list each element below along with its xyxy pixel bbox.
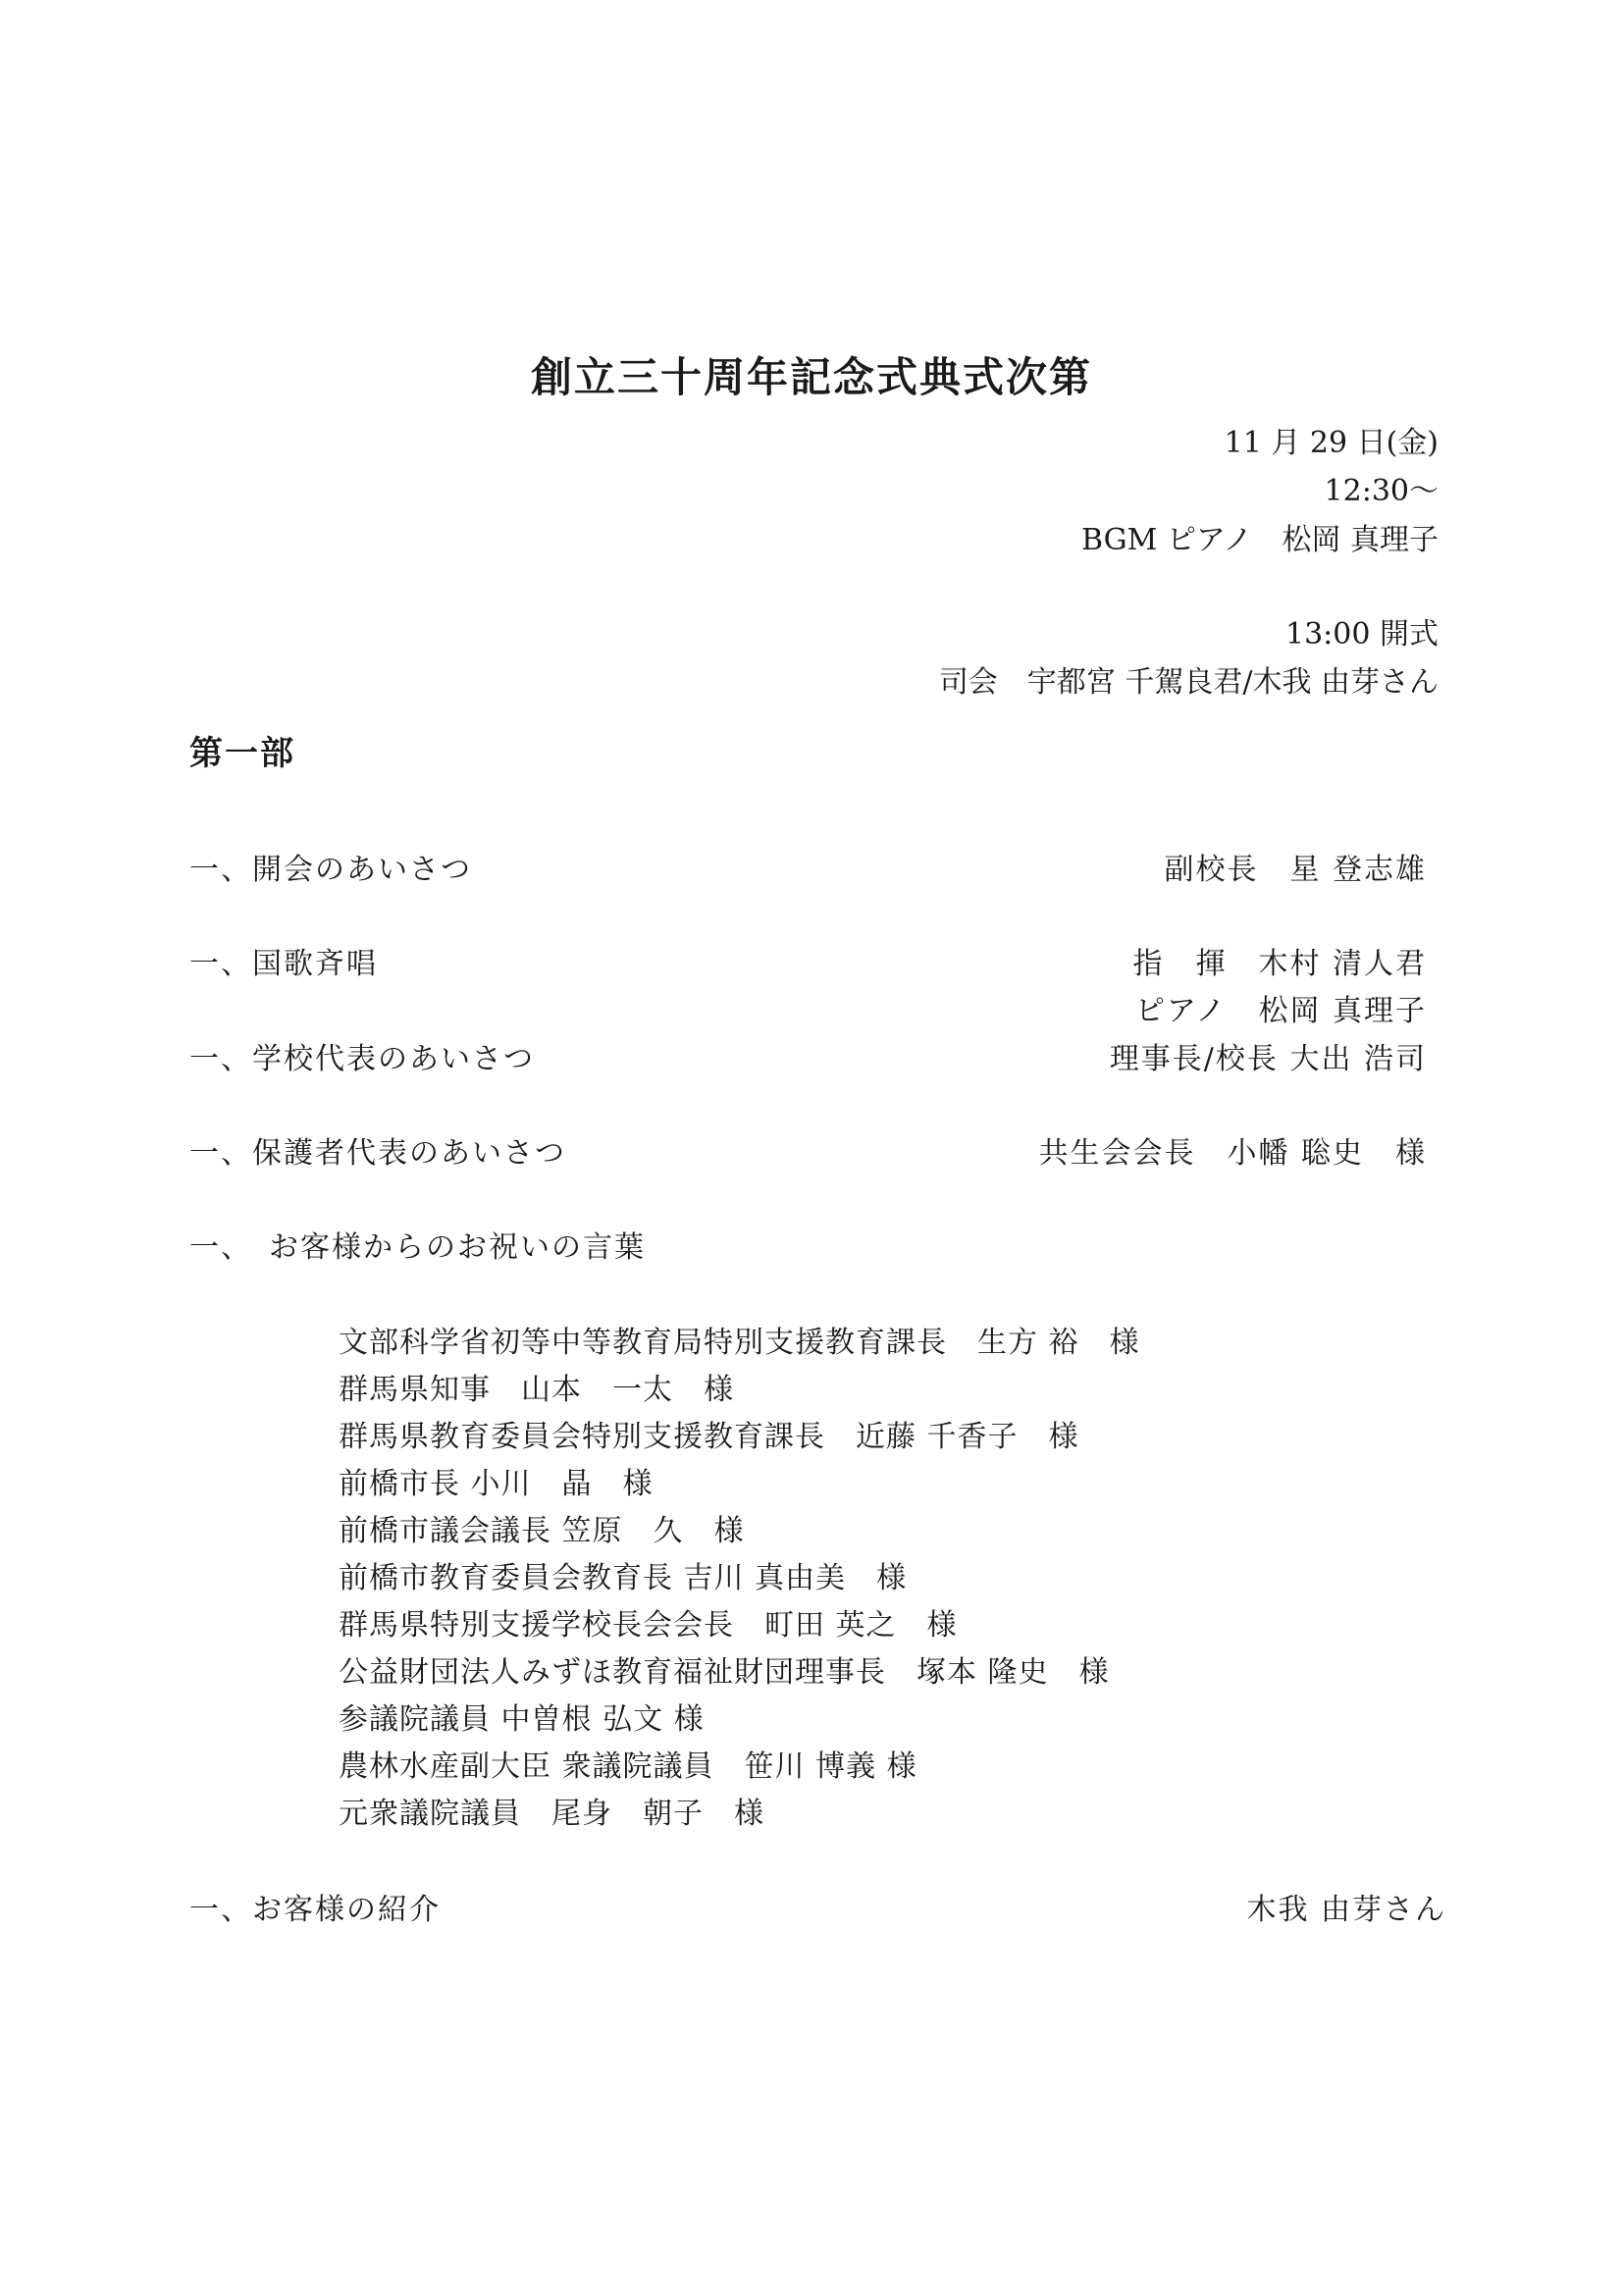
guest-list-item: 元衆議院議員 尾身 朝子 様	[339, 1797, 764, 1831]
opening-time: 13:00 開式	[1285, 617, 1439, 652]
program-item-opening-remarks-speaker: 副校長 星 登志雄	[1164, 853, 1427, 887]
program-item-guest-introduction-presenter: 木我 由芽さん	[1246, 1893, 1446, 1927]
master-of-ceremonies: 司会 宇都宮 千駕良君/木我 由芽さん	[938, 665, 1439, 700]
guest-list-item: 群馬県特別支援学校長会会長 町田 英之 様	[339, 1608, 958, 1643]
program-item-guardian-remarks-speaker: 共生会会長 小幡 聡史 様	[1038, 1136, 1427, 1171]
guest-list-item: 文部科学省初等中等教育局特別支援教育課長 生方 裕 様	[339, 1326, 1140, 1360]
guest-list-item: 公益財団法人みずほ教育福祉財団理事長 塚本 隆史 様	[339, 1655, 1110, 1690]
guest-list-item: 前橋市議会議長 笠原 久 様	[339, 1514, 745, 1548]
program-item-national-anthem-conductor: 指 揮 木村 清人君	[1132, 947, 1427, 981]
program-item-guest-congratulations: 一、 お客様からのお祝いの言葉	[189, 1230, 646, 1265]
guest-list-item: 農林水産副大臣 衆議院議員 笹川 博義 様	[339, 1749, 917, 1784]
program-item-guest-introduction: 一、お客様の紹介	[189, 1893, 441, 1927]
program-item-opening-remarks: 一、開会のあいさつ	[189, 853, 472, 887]
program-item-school-remarks: 一、学校代表のあいさつ	[189, 1042, 535, 1076]
bgm-performer: BGM ピアノ 松岡 真理子	[1081, 523, 1439, 557]
guest-list-item: 群馬県知事 山本 一太 様	[339, 1373, 734, 1407]
event-date: 11 月 29 日(金)	[1224, 426, 1439, 460]
program-item-guardian-remarks: 一、保護者代表のあいさつ	[189, 1136, 566, 1171]
guest-list-item: 前橋市長 小川 晶 様	[339, 1467, 654, 1501]
reception-time: 12:30～	[1324, 474, 1439, 508]
document-title: 創立三十周年記念式典式次第	[530, 353, 1092, 401]
part-heading: 第一部	[189, 734, 295, 773]
guest-list-item: 群馬県教育委員会特別支援教育課長 近藤 千香子 様	[339, 1420, 1079, 1454]
program-item-national-anthem-pianist: ピアノ 松岡 真理子	[1134, 994, 1427, 1028]
program-item-national-anthem: 一、国歌斉唱	[189, 947, 378, 981]
guest-list-item: 前橋市教育委員会教育長 吉川 真由美 様	[339, 1561, 908, 1595]
program-item-school-remarks-speaker: 理事長/校長 大出 浩司	[1109, 1042, 1427, 1076]
guest-list-item: 参議院議員 中曽根 弘文 様	[339, 1702, 705, 1737]
